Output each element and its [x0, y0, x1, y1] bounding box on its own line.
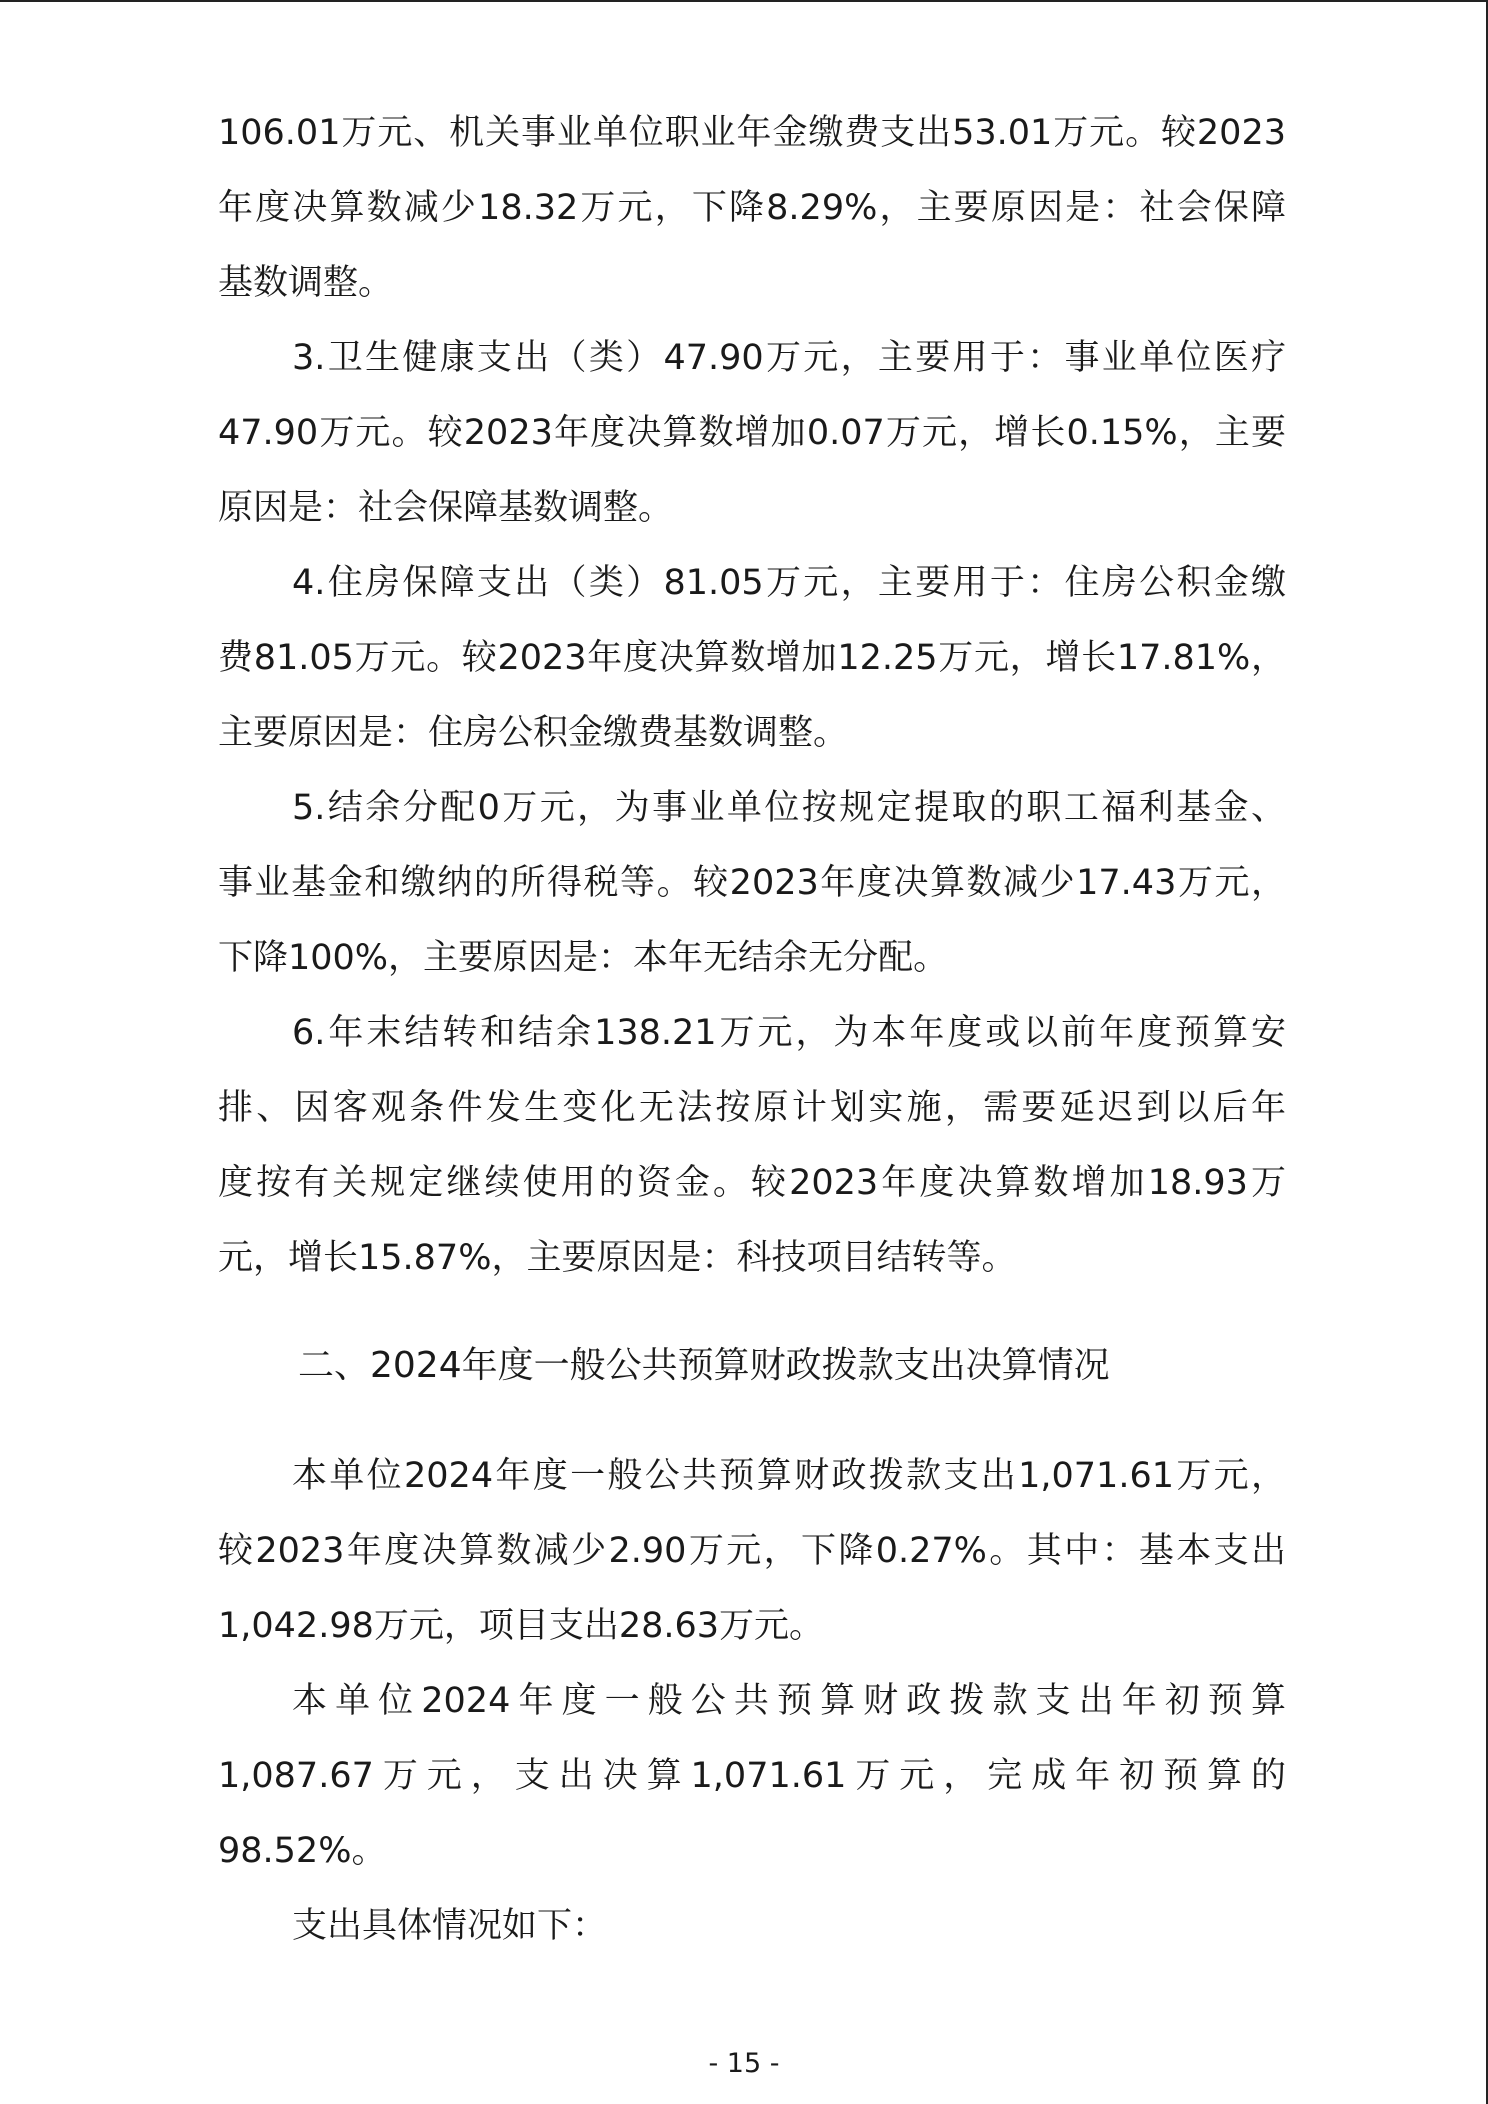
- text-line: 费81.05万元。较2023年度决算数增加12.25万元，增长17.81%，: [218, 638, 1286, 678]
- text-line: 3.卫生健康支出（类）47.90万元，主要用于：事业单位医疗: [292, 338, 1286, 378]
- text-line: 47.90万元。较2023年度决算数增加0.07万元，增长0.15%，主要: [218, 413, 1286, 453]
- text-line: 较2023年度决算数减少2.90万元，下降0.27%。其中：基本支出: [218, 1531, 1286, 1571]
- text-line: 年度决算数减少18.32万元，下降8.29%，主要原因是：社会保障: [218, 188, 1286, 228]
- page-number: - 15 -: [708, 2048, 780, 2079]
- text-line: 原因是：社会保障基数调整。: [218, 488, 674, 528]
- text-line: 基数调整。: [218, 263, 394, 303]
- text-line: 事业基金和缴纳的所得税等。较2023年度决算数减少17.43万元，: [218, 863, 1286, 903]
- section-heading: 二、2024年度一般公共预算财政拨款支出决算情况: [298, 1345, 1110, 1386]
- text-line: 排、因客观条件发生变化无法按原计划实施，需要延迟到以后年: [218, 1088, 1286, 1128]
- document-body: [218, 96, 1286, 1964]
- text-line: 6.年末结转和结余138.21万元，为本年度或以前年度预算安: [292, 1013, 1286, 1053]
- text-line: 主要原因是：住房公积金缴费基数调整。: [218, 713, 849, 753]
- text-line: 本单位2024年度一般公共预算财政拨款支出年初预算: [292, 1681, 1286, 1721]
- text-line: 度按有关规定继续使用的资金。较2023年度决算数增加18.93万: [218, 1163, 1286, 1203]
- text-line: 支出具体情况如下：: [292, 1906, 608, 1946]
- text-line: 106.01万元、机关事业单位职业年金缴费支出53.01万元。较2023: [218, 113, 1286, 153]
- text-line: 元，增长15.87%，主要原因是：科技项目结转等。: [218, 1238, 1017, 1278]
- text-line: 本单位2024年度一般公共预算财政拨款支出1,071.61万元，: [292, 1456, 1286, 1496]
- text-line: 下降100%，主要原因是：本年无结余无分配。: [218, 938, 949, 978]
- text-line: 1,087.67万元，支出决算1,071.61万元，完成年初预算的: [218, 1756, 1286, 1796]
- text-line: 5.结余分配0万元，为事业单位按规定提取的职工福利基金、: [292, 788, 1286, 828]
- text-line: 98.52%。: [218, 1831, 387, 1871]
- text-line: 1,042.98万元，项目支出28.63万元。: [218, 1606, 825, 1646]
- text-line: 4.住房保障支出（类）81.05万元，主要用于：住房公积金缴: [292, 563, 1286, 603]
- page-border-top: [0, 0, 1488, 2]
